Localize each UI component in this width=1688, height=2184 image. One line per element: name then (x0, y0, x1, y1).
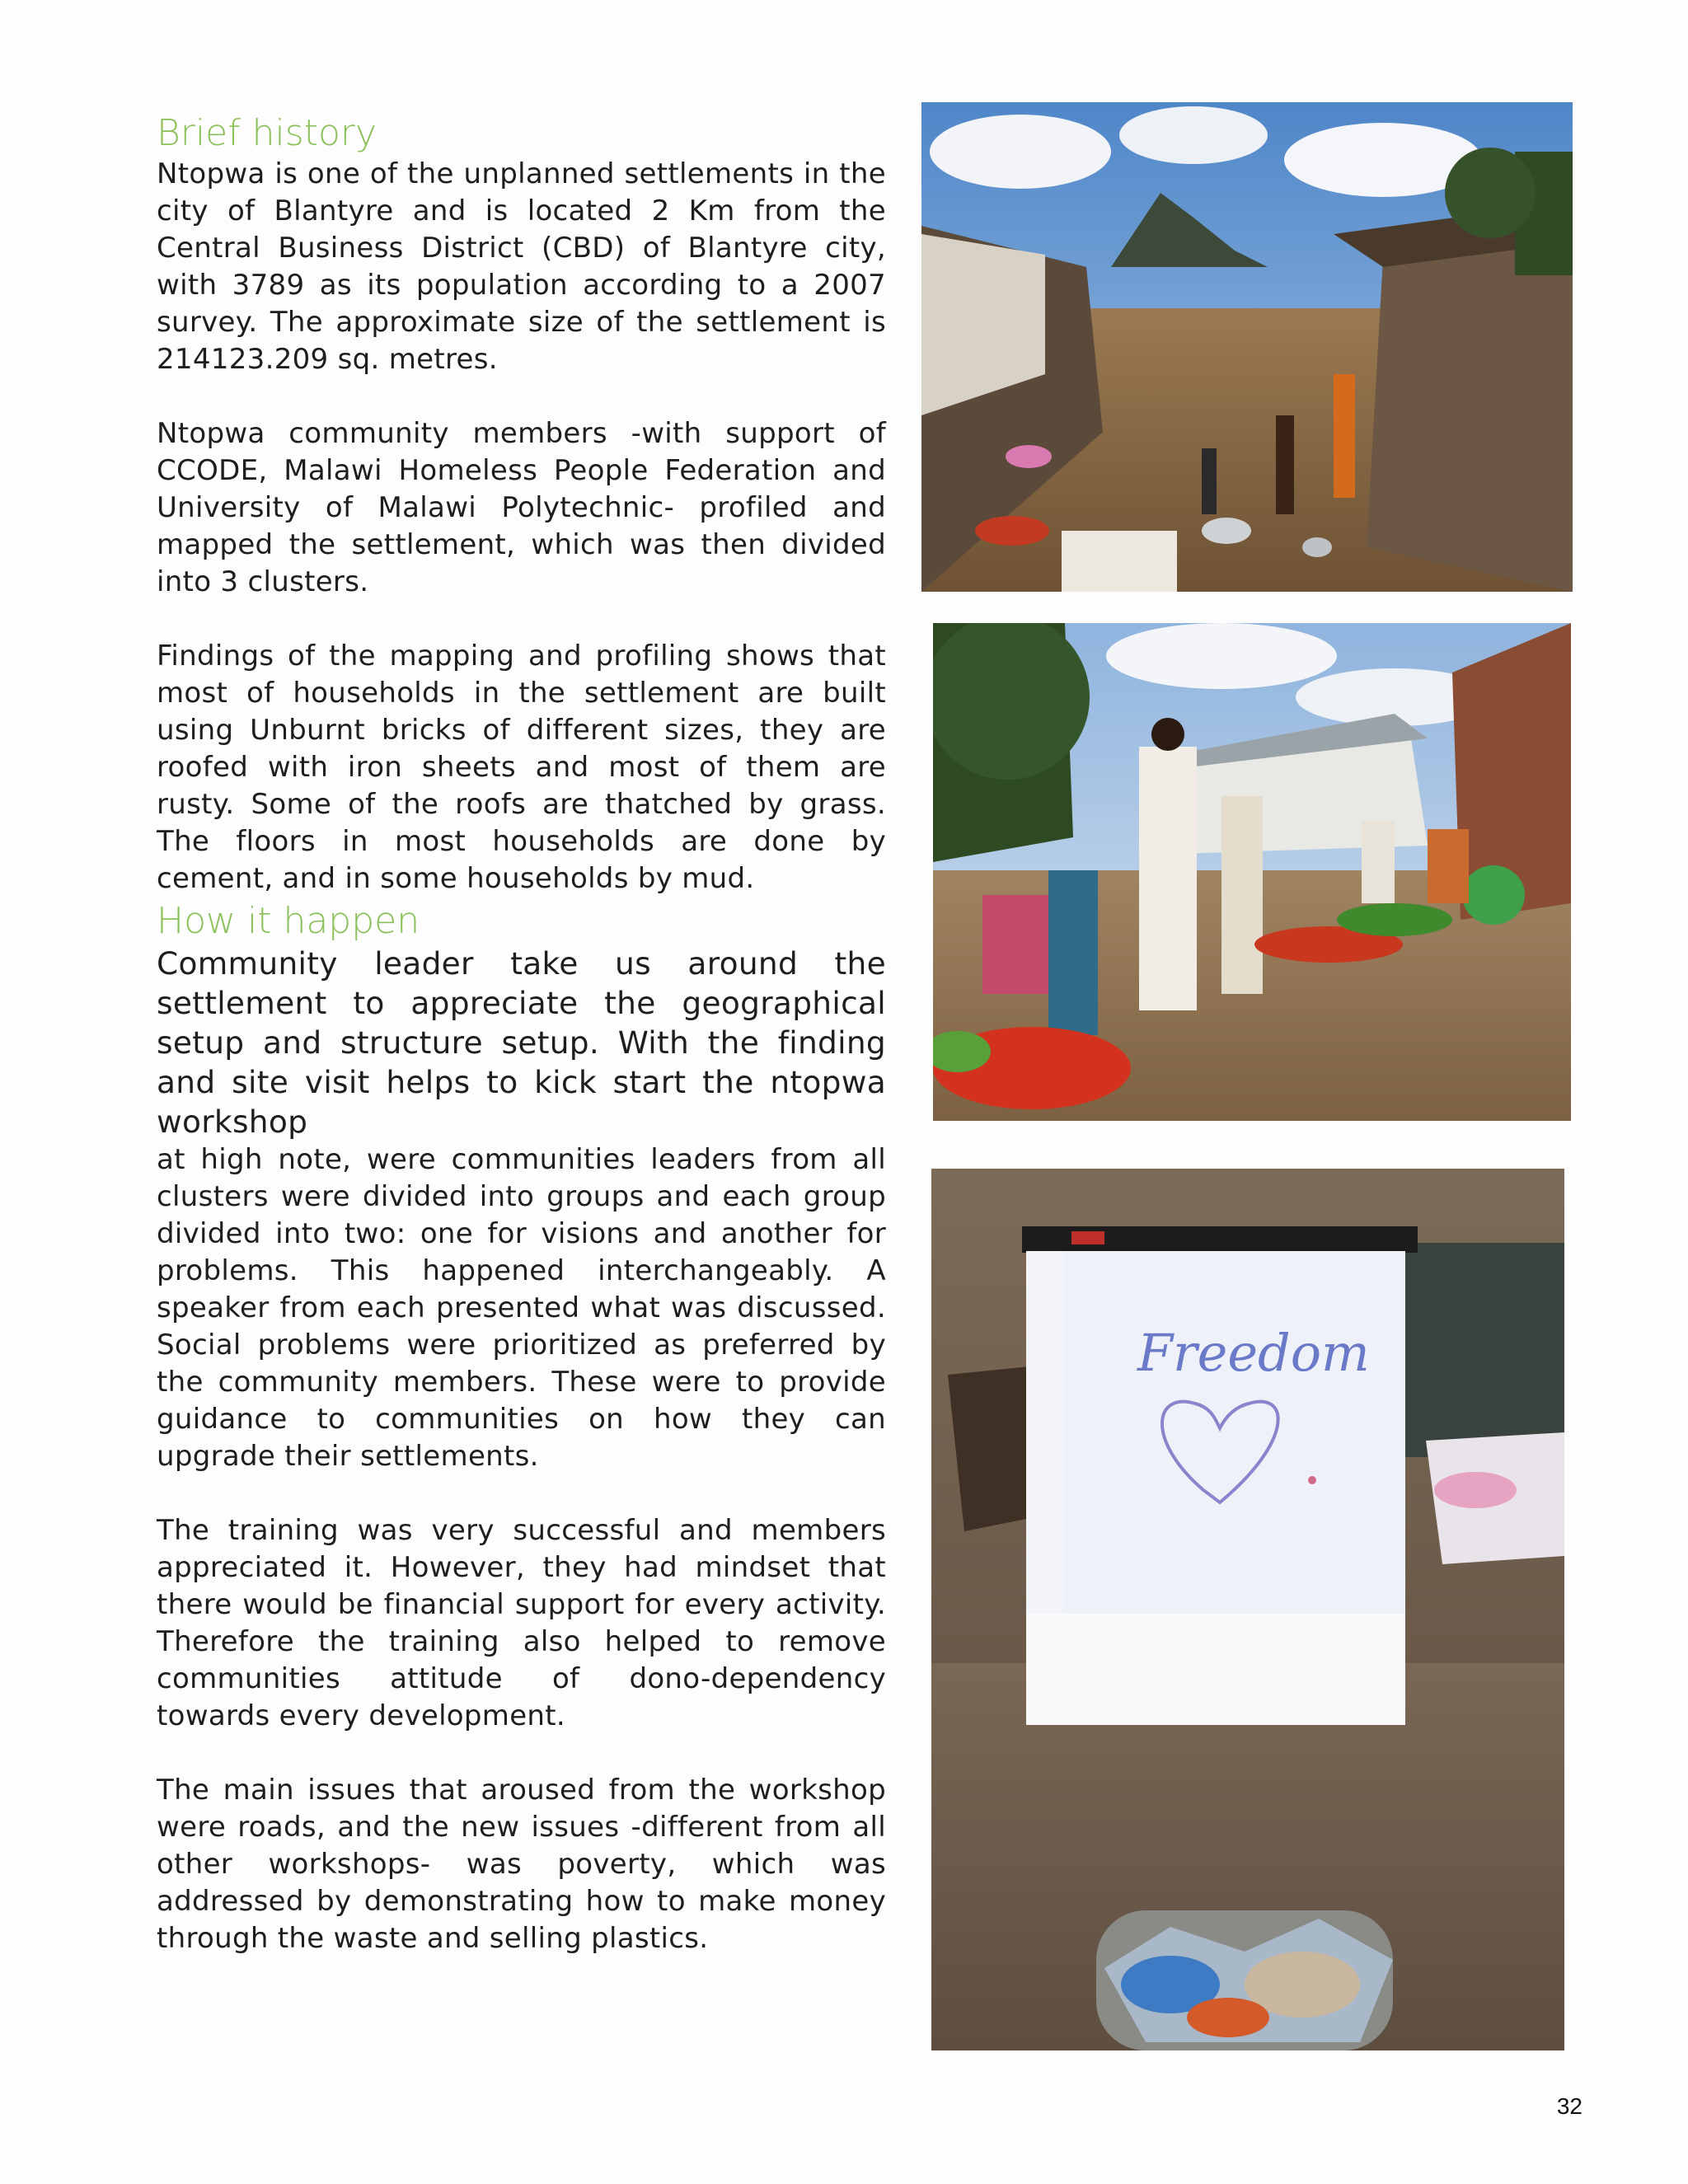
paragraph-main-issues: The main issues that aroused from the workshop were roads, and the new issues -different from all other workshops- was poverty, which was addressed by demonstrating how to make money through the waste and selling plastics. (157, 1774, 886, 1955)
photo-settlement-street (921, 102, 1573, 592)
paragraph-history-2: Ntopwa community members -with support of CCODE, Malawi Homeless People Federation and University of Malawi Polytechnic- profiled and mapped the settlement, which was then divided into 3 clusters. (157, 417, 886, 598)
text-column (157, 111, 886, 1957)
paragraph-history-3: Findings of the mapping and profiling shows that most of households in the settlement are built using Unburnt bricks of different sizes, they are roofed with iron sheets and most of them are rusty. Some of the roofs are thatched by grass. The floors in most households are done by cement, and in some households by mud. (157, 640, 886, 895)
photo-flipchart (931, 1169, 1564, 2050)
flipchart-text: Freedom (1137, 1323, 1370, 1383)
settlement-street-illustration (921, 102, 1573, 592)
paragraph-how-lead: Community leader take us around the settlement to appreciate the geographical setup and structure setup. With the finding and site visit helps to kick start the ntopwa workshop (157, 945, 886, 1140)
paragraph-how-continued: at high note, were communities leaders from all clusters were divided into groups and each group divided into two: one for visions and another for problems. This happened interchangeably. A speaker from each presented what was discussed. Social problems were prioritized as preferred by the community members. These were to provide guidance to communities on how they can upgrade their settlements. (157, 1143, 886, 1473)
paragraph-history-1: Ntopwa is one of the unplanned settlements in the city of Blantyre and is located 2 Km from the Central Business District (CBD) of Blantyre city, with 3789 as its population according to a 2007 survey. The approximate size of the settlement is 214123.209 sq. metres. (157, 157, 886, 376)
flipchart-illustration (931, 1169, 1564, 2050)
heading-how-it-happen: How it happen (157, 900, 420, 942)
photo-market-vendors (933, 623, 1571, 1121)
page-number: 32 (1556, 2093, 1582, 2119)
heading-brief-history: Brief history (157, 112, 377, 154)
market-vendors-illustration (933, 623, 1571, 1121)
paragraph-training: The training was very successful and members appreciated it. However, they had mindset that there would be financial support for every activity. Therefore the training also helped to remove communities attitude of dono-dependency towards every development. (157, 1514, 886, 1732)
